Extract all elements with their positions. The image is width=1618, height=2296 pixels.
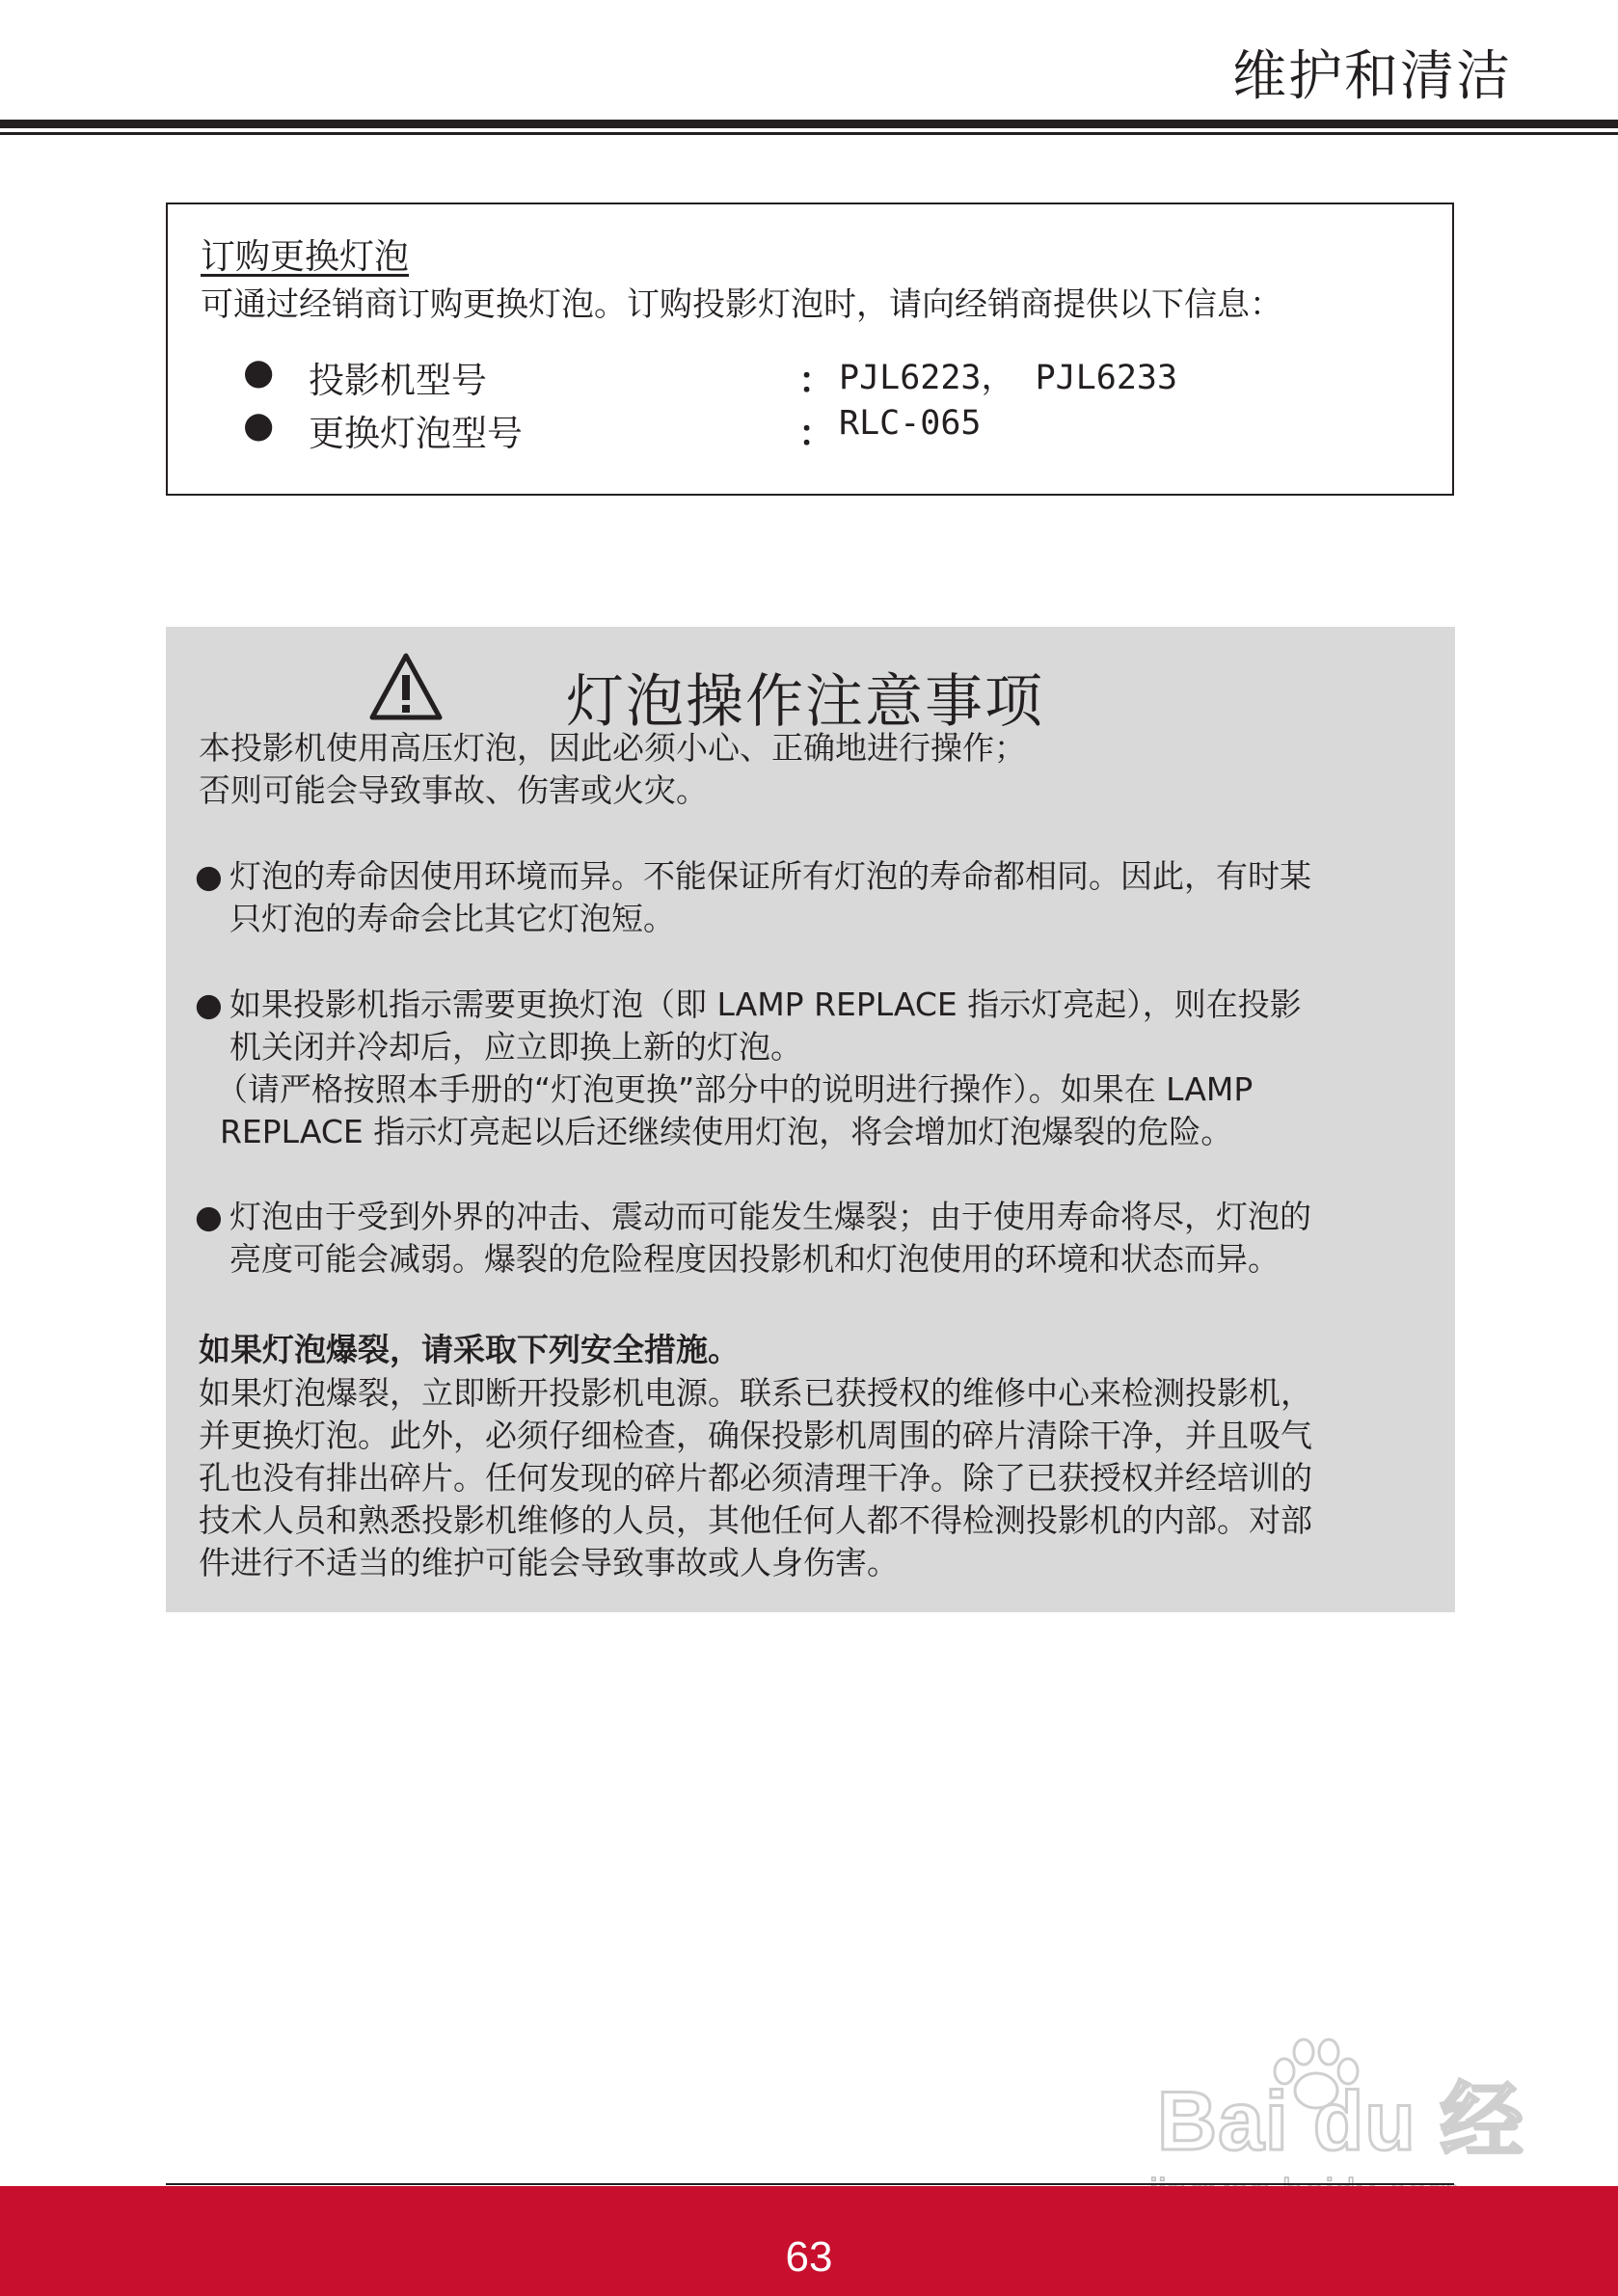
lamp-caution-panel — [166, 627, 1455, 1612]
spec-row-model — [168, 351, 1452, 399]
bullet-line: 亮度可能会减弱。爆裂的危险程度因投影机和灯泡使用的环境和状态而异。 — [229, 1240, 1280, 1278]
section-title: 维护和清洁 — [1232, 45, 1512, 108]
spec-row-lamp — [168, 404, 1452, 452]
intro-line: 本投影机使用高压灯泡，因此必须小心、正确地进行操作； — [199, 729, 1026, 767]
warning-triangle-icon — [368, 652, 444, 721]
safety-line: 孔也没有排出碎片。任何发现的碎片都必须清理干净。除了已获授权并经培训的 — [199, 1459, 1312, 1497]
spec-colon: ： — [798, 413, 834, 454]
spec-label: 投影机型号 — [309, 360, 487, 401]
order-description: 可通过经销商订购更换灯泡。订购投影灯泡时，请向经销商提供以下信息： — [201, 285, 1282, 324]
bullet-icon: ● — [195, 1198, 223, 1235]
watermark-logo: Bai du 经 — [1157, 2075, 1524, 2168]
intro-line: 否则可能会导致事故、伤害或火灾。 — [199, 771, 708, 809]
bullet-line: 机关闭并冷却后，应立即换上新的灯泡。 — [229, 1028, 802, 1066]
safety-line: 并更换灯泡。此外，必须仔细检查，确保投影机周围的碎片清除干净，并且吸气 — [199, 1417, 1312, 1454]
spec-value: RLC-065 — [839, 404, 982, 443]
bullet-icon: ● — [195, 857, 223, 895]
spec-value: PJL6223， PJL6233 — [839, 359, 1178, 397]
bullet-icon: ● — [243, 351, 275, 392]
bullet-line: 如果投影机指示需要更换灯泡（即 LAMP REPLACE 指示灯亮起），则在投影 — [229, 986, 1302, 1023]
footer-rule — [166, 2183, 1454, 2185]
bullet-line: 只灯泡的寿命会比其它灯泡短。 — [229, 900, 675, 937]
bullet-line: REPLACE 指示灯亮起以后还继续使用灯泡，将会增加灯泡爆裂的危险。 — [220, 1113, 1233, 1150]
bullet-line: 灯泡的寿命因使用环境而异。不能保证所有灯泡的寿命都相同。因此，有时某 — [229, 857, 1311, 895]
order-heading: 订购更换灯泡 — [201, 237, 410, 277]
safety-line: 技术人员和熟悉投影机维修的人员，其他任何人都不得检测投影机的内部。对部 — [199, 1501, 1312, 1539]
safety-line: 如果灯泡爆裂，立即断开投影机电源。联系已获授权的维修中心来检测投影机， — [199, 1374, 1312, 1412]
order-lamp-box — [166, 203, 1454, 496]
spec-label: 更换灯泡型号 — [309, 413, 523, 454]
spec-colon: ： — [798, 360, 834, 401]
page-number: 63 — [785, 2233, 833, 2281]
header-rule-thick — [0, 120, 1618, 128]
bullet-icon: ● — [195, 986, 223, 1023]
baidu-jingyan-watermark — [1128, 2054, 1533, 2189]
bullet-icon: ● — [243, 404, 275, 446]
bullet-line: 灯泡由于受到外界的冲击、震动而可能发生爆裂；由于使用寿命将尽，灯泡的 — [229, 1198, 1311, 1235]
safety-line: 件进行不适当的维护可能会导致事故或人身伤害。 — [199, 1544, 899, 1581]
header-rule-thin — [0, 132, 1618, 135]
caution-title: 灯泡操作注意事项 — [566, 668, 1044, 736]
bullet-line: （请严格按照本手册的“灯泡更换”部分中的说明进行操作）。如果在 LAMP — [216, 1070, 1254, 1108]
safety-heading: 如果灯泡爆裂，请采取下列安全措施。 — [199, 1331, 740, 1368]
